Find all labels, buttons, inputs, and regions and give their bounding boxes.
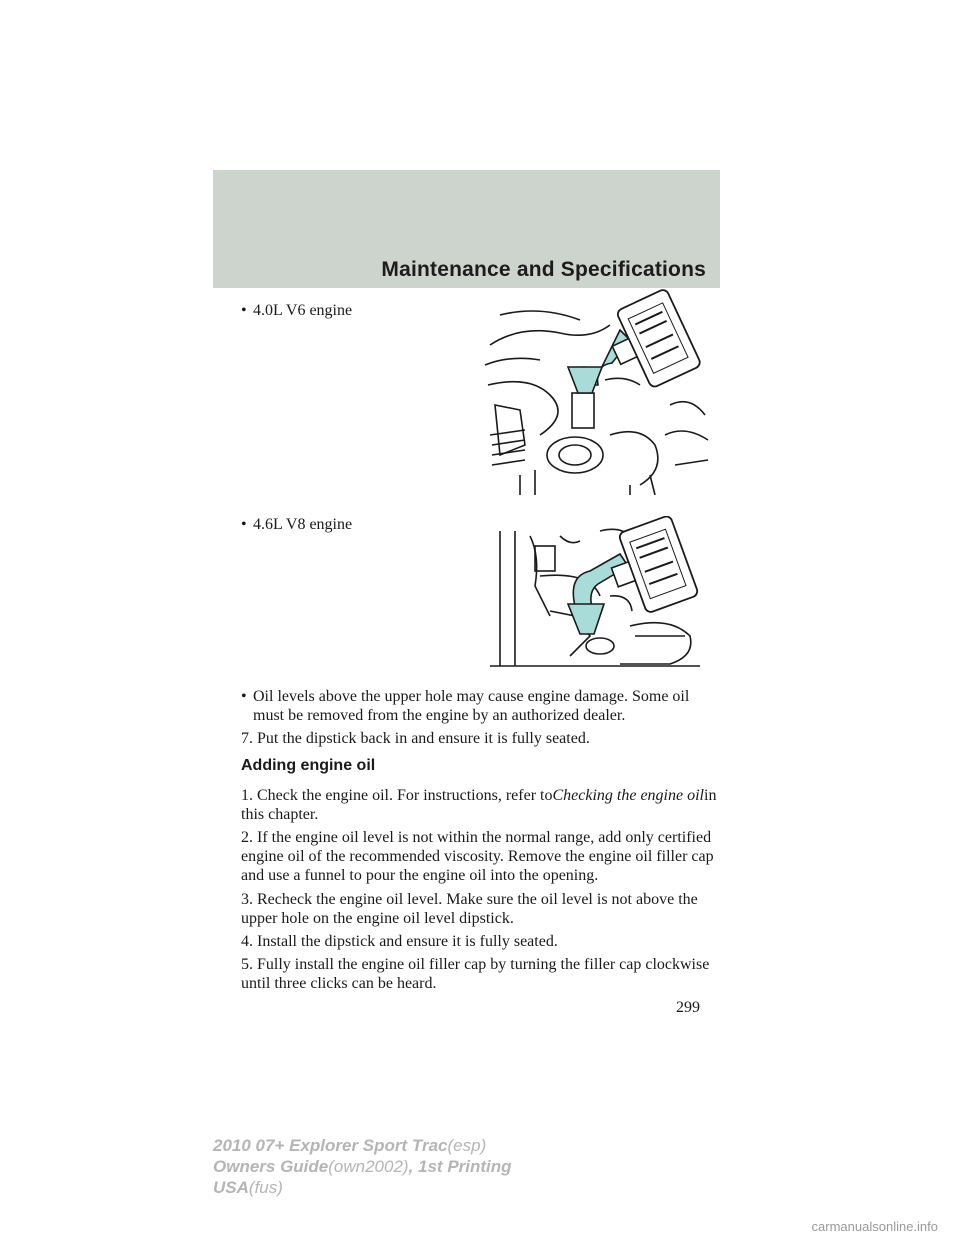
site-watermark: carmanualsonline.info	[811, 1219, 938, 1234]
bullet-warning: • Oil levels above the upper hole may cause engine damage. Some oil must be removed from the engine by an authorized dealer.	[241, 688, 690, 724]
step-2: 2. If the engine oil level is not within the normal range, add only certified engine oil of the recommended viscosity. Remove the engine oil filler cap and use a funnel to pour the engine oil into the opening.	[241, 829, 714, 884]
bullet-v8: • 4.6L V8 engine	[241, 516, 353, 533]
step-4: 4. Install the dipstick and ensure it is fully seated.	[241, 933, 558, 950]
step-3: 3. Recheck the engine oil level. Make sure the oil level is not above the upper hole on the engine oil level dipstick.	[241, 891, 698, 927]
step-1: 1. Check the engine oil. For instructions, refer toChecking the engine oilin this chapter.	[241, 787, 717, 823]
step-5: 5. Fully install the engine oil filler cap by turning the filler cap clockwise until three clicks can be heard.	[241, 956, 710, 992]
section-header-band	[213, 170, 720, 288]
v6-oil-fill-illustration	[480, 285, 710, 495]
section-title: Maintenance and Specifications	[381, 258, 706, 281]
bullet-v6: • 4.0L V6 engine	[241, 302, 353, 319]
subsection-title: Adding engine oil	[241, 757, 376, 774]
page-number: 299	[676, 999, 700, 1016]
cross-reference: Checking the engine oil	[552, 787, 704, 804]
step-7: 7. Put the dipstick back in and ensure it is fully seated.	[241, 730, 590, 747]
v8-oil-fill-illustration	[480, 516, 710, 670]
document-footer: 2010 07+ Explorer Sport Trac(esp) Owners Guide(own2002), 1st Printing USA(fus)	[213, 1136, 512, 1197]
